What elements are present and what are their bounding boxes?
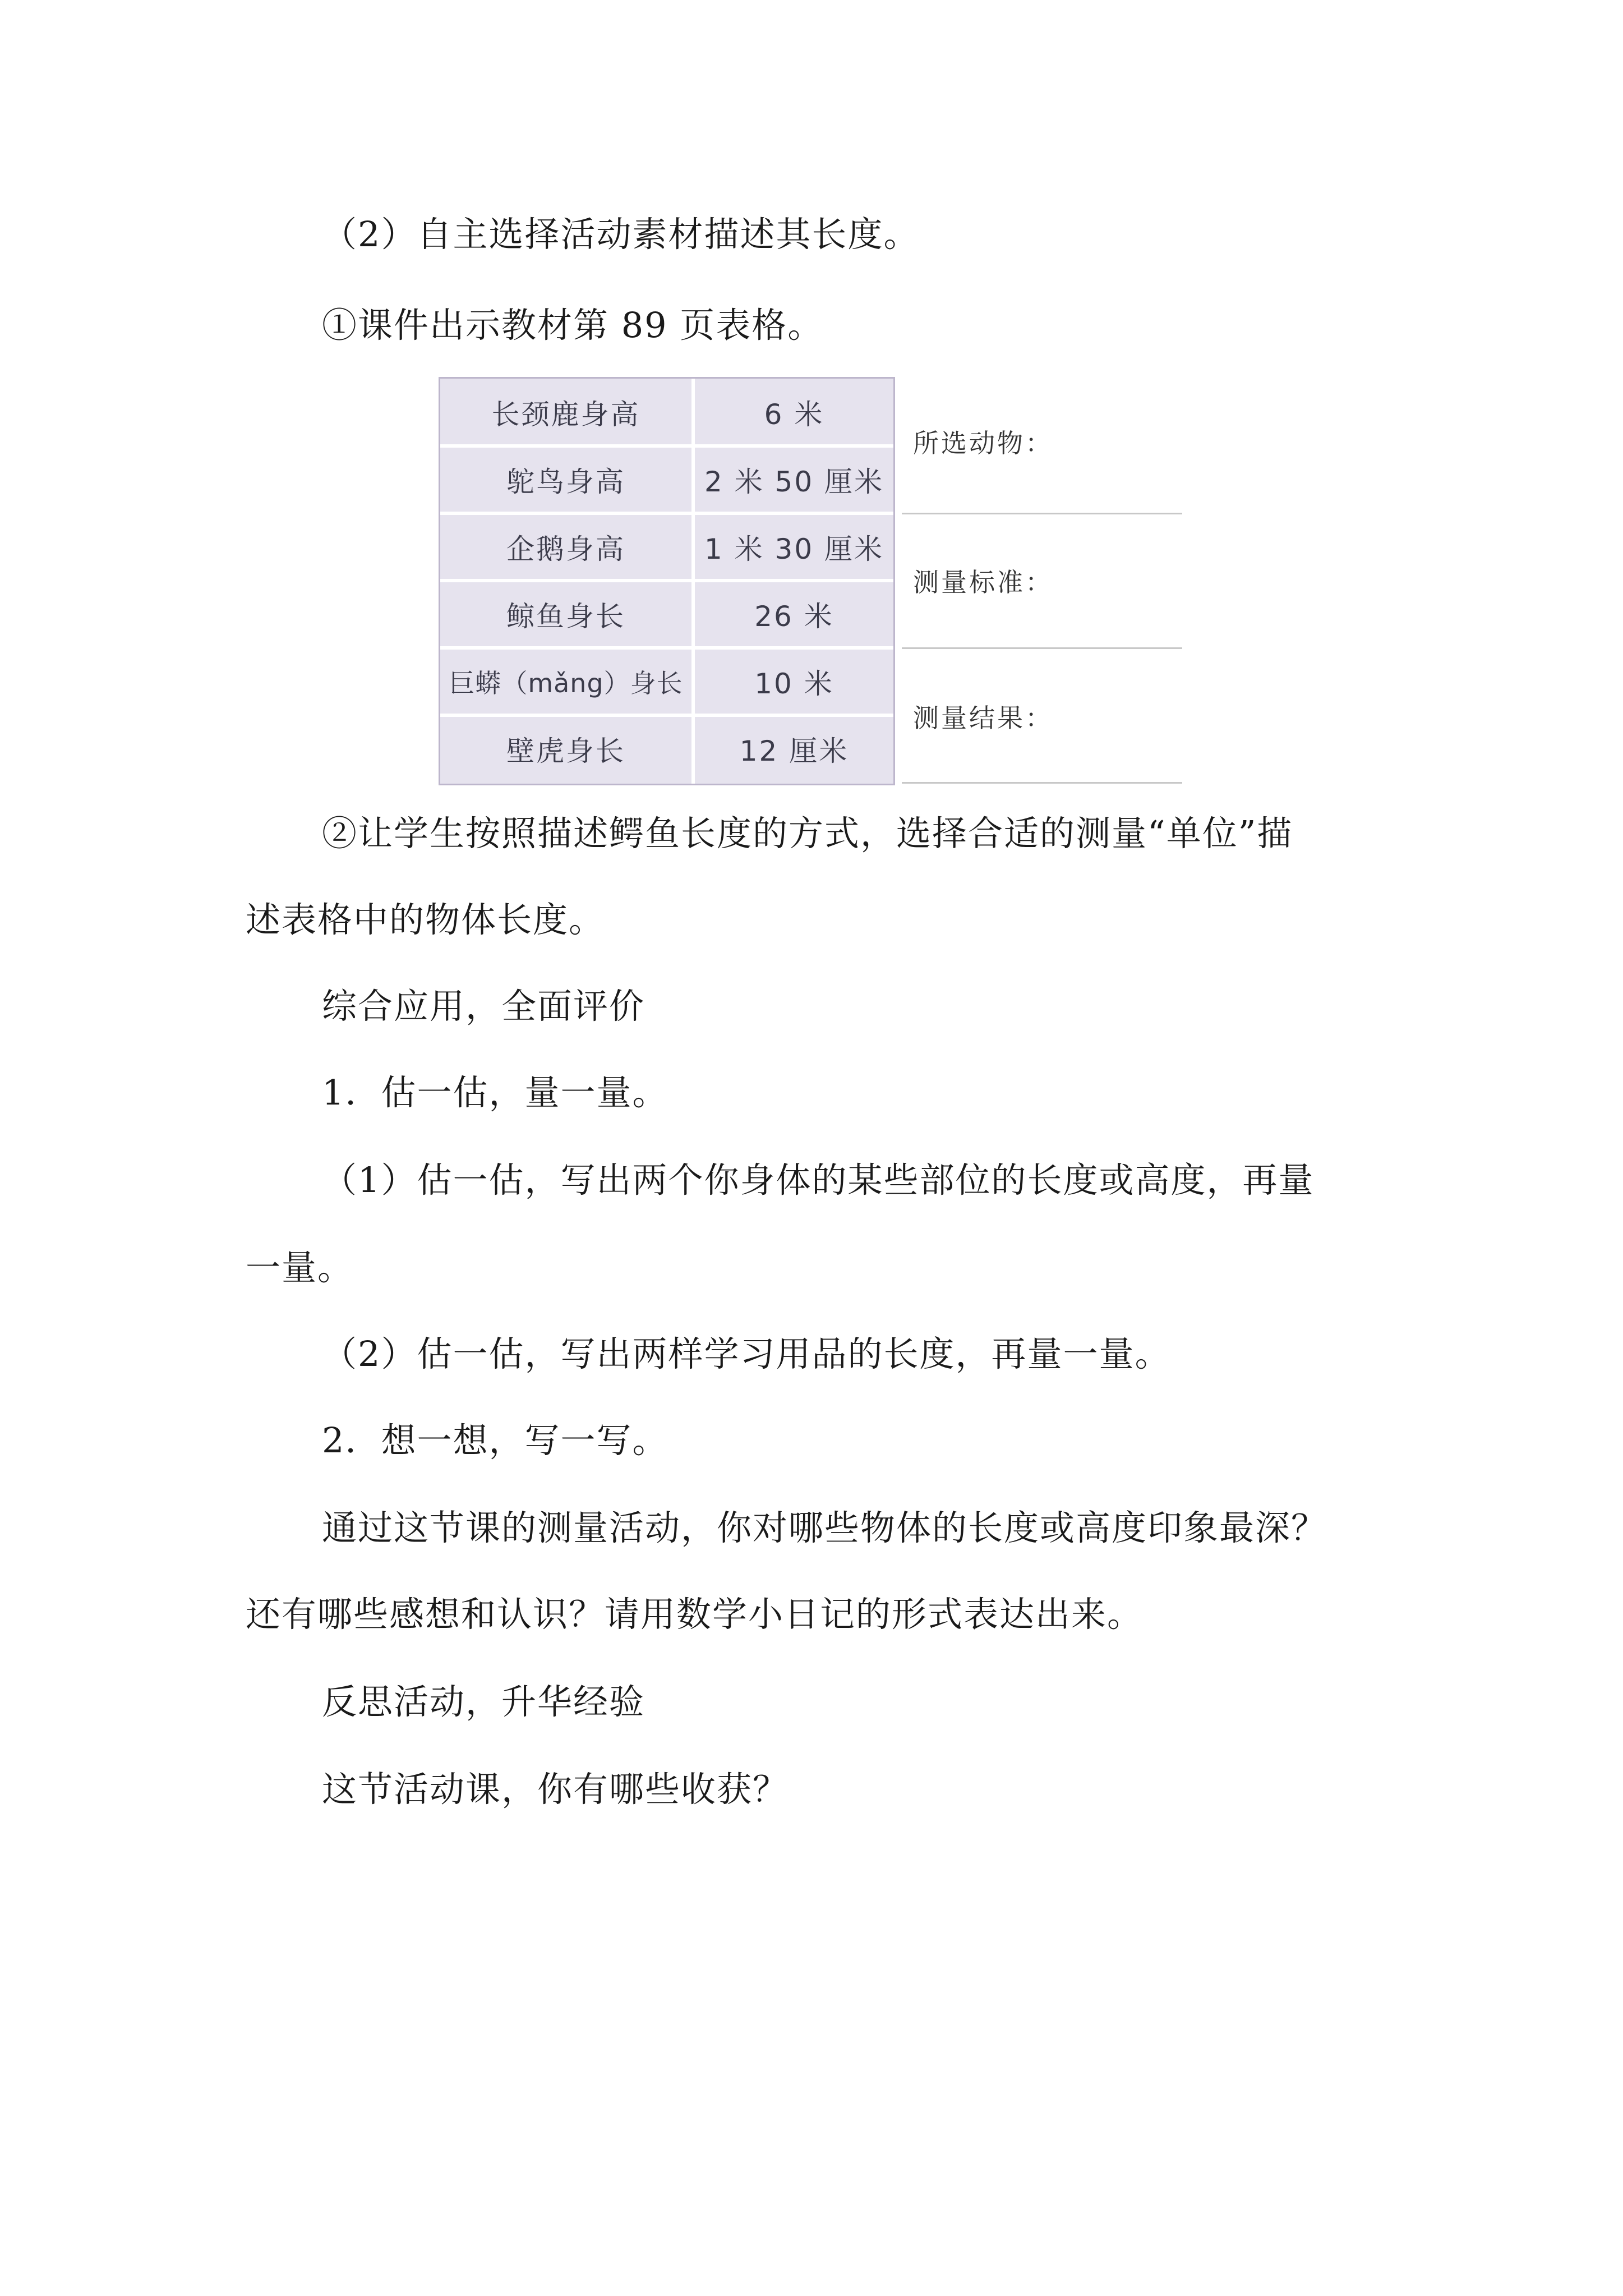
- table-cell-name: 鸵鸟身高: [506, 466, 625, 498]
- animal-length-table: [439, 377, 895, 785]
- table-cell-name: 巨蟒（mǎng）身长: [449, 668, 683, 698]
- table-cell-name: 壁虎身长: [506, 735, 625, 767]
- table-row: [440, 379, 893, 446]
- table-cell-value: 2 米 50 厘米: [704, 466, 884, 498]
- paragraph-instruction-line1: ②让学生按照描述鳄鱼长度的方式，选择合适的测量“单位”描: [322, 813, 1293, 854]
- measure-standard-line: [902, 647, 1182, 649]
- table-row: [440, 648, 893, 715]
- table-cell-value: 6 米: [764, 398, 824, 431]
- table-cell-name: 企鹅身高: [506, 533, 625, 565]
- measure-standard-label: 测量标准：: [913, 567, 1053, 597]
- table-row: [440, 715, 893, 783]
- paragraph-instruction-line2: 述表格中的物体长度。: [246, 899, 605, 940]
- section-heading-apply: 综合应用，全面评价: [322, 986, 645, 1027]
- exercise-2-prompt-line1: 通过这节课的测量活动，你对哪些物体的长度或高度印象最深？: [322, 1507, 1327, 1548]
- section-heading-reflect: 反思活动，升华经验: [322, 1681, 645, 1722]
- table-row: [440, 446, 893, 513]
- table-cell-name: 鲸鱼身长: [506, 600, 625, 633]
- selected-animal-label: 所选动物：: [913, 428, 1053, 458]
- exercise-2-title: 2．想一想，写一写。: [322, 1420, 668, 1461]
- reflection-question: 这节活动课，你有哪些收获？: [322, 1769, 789, 1810]
- exercise-1-title: 1．估一估，量一量。: [322, 1072, 668, 1113]
- table-cell-value: 26 米: [754, 600, 834, 633]
- exercise-1-part1-line2: 一量。: [246, 1247, 354, 1288]
- table-cell-name: 长颈鹿身高: [491, 398, 640, 431]
- table-cell-value: 10 米: [754, 668, 834, 700]
- table-row: [440, 513, 893, 581]
- textbook-figure: [439, 377, 1197, 792]
- exercise-1-part2: （2）估一估，写出两样学习用品的长度，再量一量。: [322, 1333, 1171, 1374]
- exercise-1-part1-line1: （1）估一估，写出两个你身体的某些部位的长度或高度，再量: [322, 1159, 1315, 1200]
- selected-animal-line: [902, 513, 1182, 514]
- measure-result-label: 测量结果：: [913, 703, 1053, 733]
- table-row: [440, 581, 893, 648]
- table-cell-value: 1 米 30 厘米: [704, 533, 884, 565]
- paragraph-activity-2: （2）自主选择活动素材描述其长度。: [322, 214, 920, 255]
- measure-result-line: [902, 782, 1182, 784]
- paragraph-show-table: ①课件出示教材第 89 页表格。: [322, 305, 824, 346]
- table-cell-value: 12 厘米: [739, 735, 849, 767]
- exercise-2-prompt-line2: 还有哪些感想和认识？请用数学小日记的形式表达出来。: [246, 1594, 1144, 1635]
